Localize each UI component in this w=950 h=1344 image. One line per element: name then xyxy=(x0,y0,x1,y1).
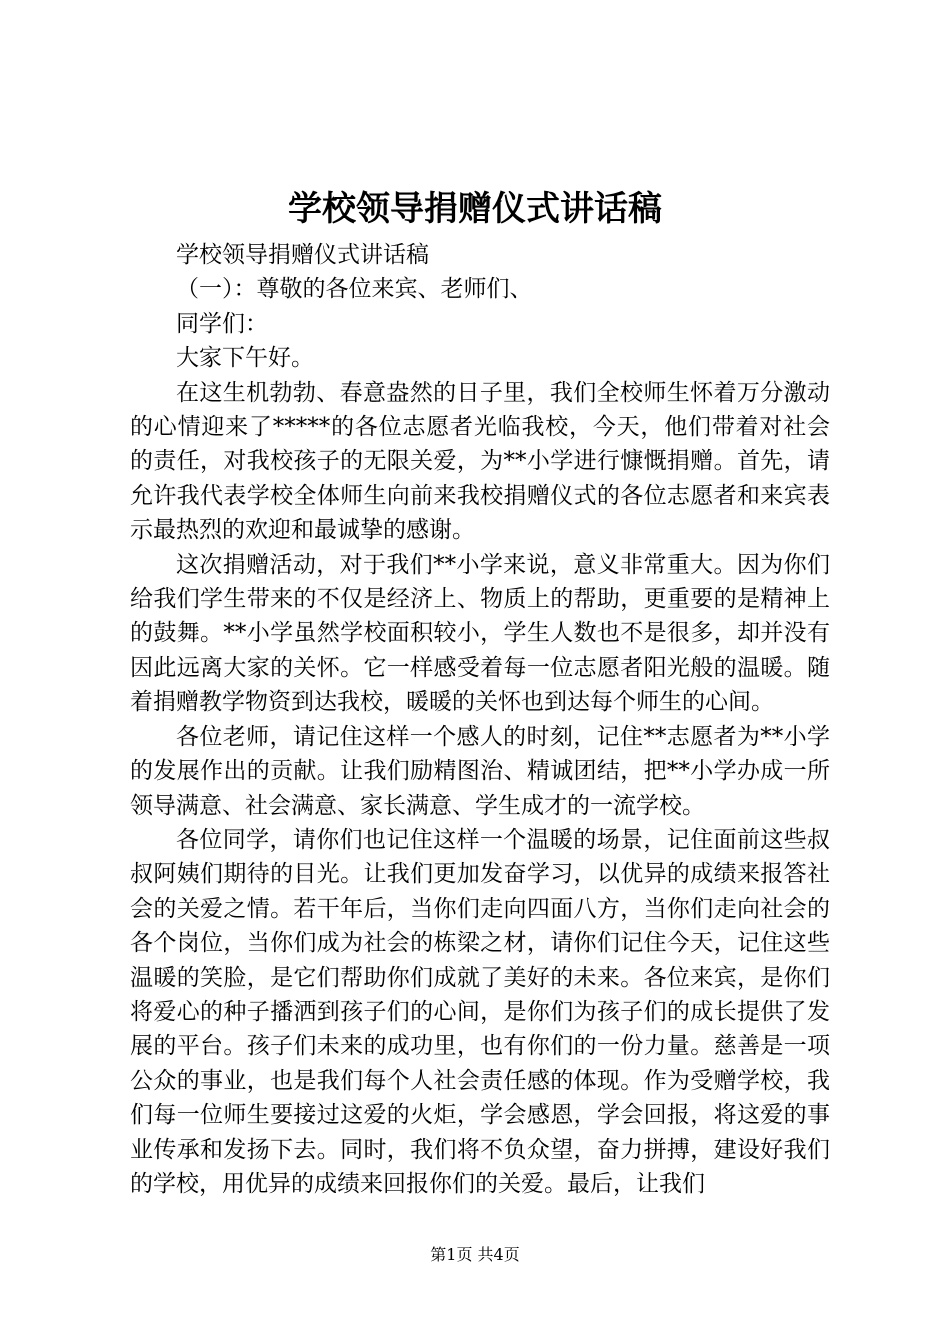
body-paragraph: 同学们： xyxy=(176,310,268,337)
page-number-footer: 第1页 共4页 xyxy=(430,1245,520,1264)
document-title: 学校领导捐赠仪式讲话稿 xyxy=(288,189,662,229)
document-body xyxy=(130,238,830,1201)
body-paragraph: 各位同学，请你们也记住这样一个温暖的场景，记住面前这些叔叔阿姨们期待的目光。让我们更加发奋学习，以优异的成绩来报答社会的关爱之情。若干年后，当你们走向四面八方，当你们走向社会的各个岗位，当你们成为社会的栋梁之材，请你们记住今天，记住这些温暖的笑脸，是它们帮助你们成就了美好的未来。各位来宾，是你们将爱心的种子播洒到孩子们的心间，是你们为孩子们的成长提供了发展的平台。孩子们未来的成功里，也有你们的一份力量。慈善是一项公众的事业，也是我们每个人社会责任感的体现。作为受赠学校，我们每一位师生要接过这爱的火炬，学会感恩，学会回报，将这爱的事业传承和发扬下去。同时，我们将不负众望，奋力拼搏，建设好我们的学校，用优异的成绩来回报你们的关爱。最后，让我们 xyxy=(130,826,830,1197)
body-paragraph: 学校领导捐赠仪式讲话稿 xyxy=(176,242,429,268)
body-paragraph: 在这生机勃勃、春意盎然的日子里，我们全校师生怀着万分激动的心情迎来了*****的各位志愿者光临我校，今天，他们带着对社会的责任，对我校孩子的无限关爱，为**小学进行慷慨捐赠。首先，请允许我代表学校全体师生向前来我校捐赠仪式的各位志愿者和来宾表示最热烈的欢迎和最诚挚的感谢。 xyxy=(130,379,830,544)
body-paragraph: 各位老师，请记住这样一个感人的时刻，记住**志愿者为**小学的发展作出的贡献。让我们励精图治、精诚团结，把**小学办成一所领导满意、社会满意、家长满意、学生成才的一流学校。 xyxy=(130,723,830,819)
body-paragraph: （一）：尊敬的各位来宾、老师们、 xyxy=(176,276,533,303)
body-paragraph: 大家下午好。 xyxy=(176,345,314,372)
body-paragraph: 这次捐赠活动，对于我们**小学来说，意义非常重大。因为你们给我们学生带来的不仅是经济上、物质上的帮助，更重要的是精神上的鼓舞。**小学虽然学校面积较小，学生人数也不是很多，却并没有因此远离大家的关怀。它一样感受着每一位志愿者阳光般的温暖。随着捐赠教学物资到达我校，暖暖的关怀也到达每个师生的心间。 xyxy=(130,551,830,716)
